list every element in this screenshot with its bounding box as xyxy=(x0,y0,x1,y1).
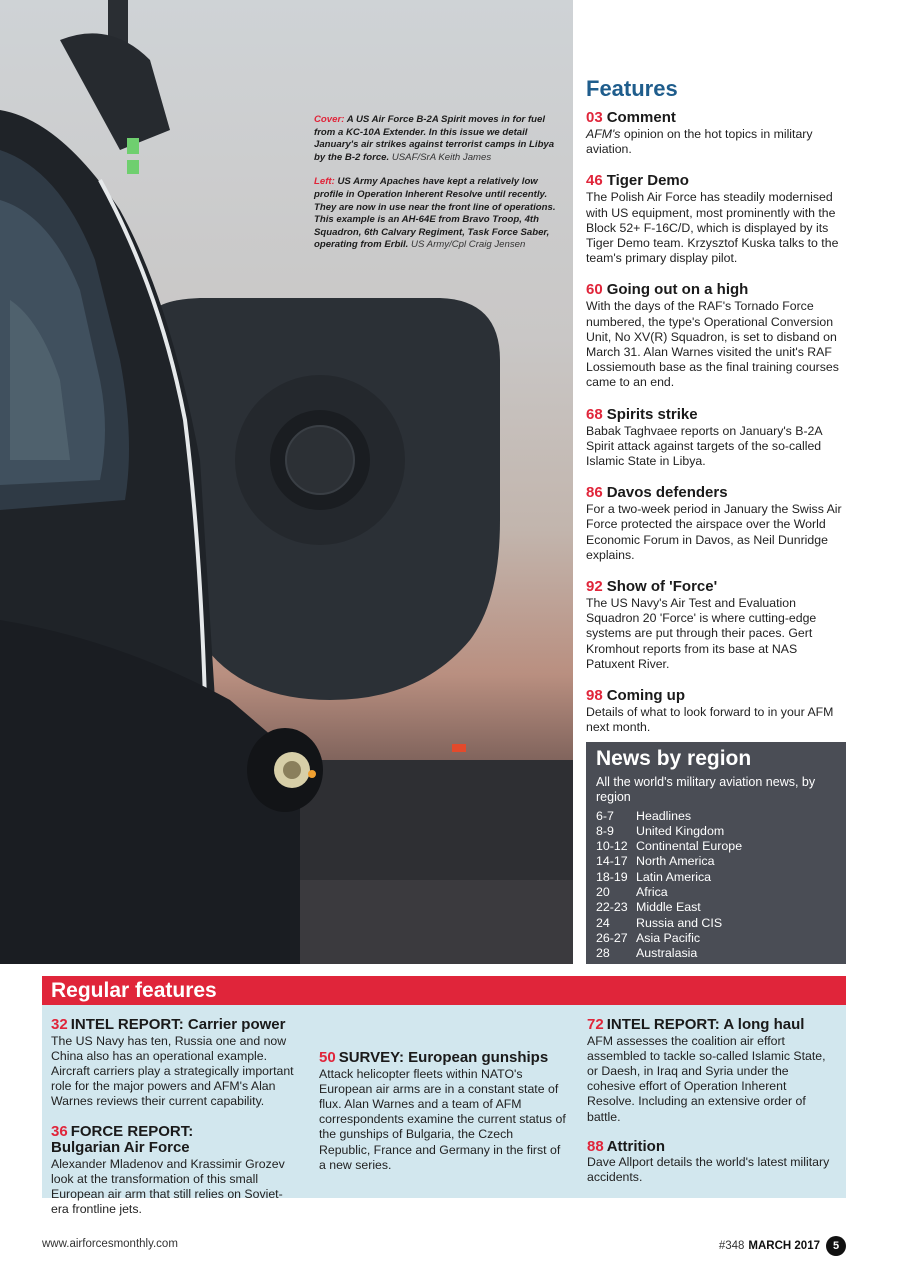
regular-item[interactable] xyxy=(587,1139,835,1186)
region-name: Latin America xyxy=(636,869,712,884)
issue-month: MARCH 2017 xyxy=(748,1240,820,1252)
feature-page-number: 68 xyxy=(586,405,603,423)
region-pages: 8-9 xyxy=(596,823,614,838)
news-subtitle: All the world's military aviation news, by region xyxy=(596,775,816,805)
regular-title: Attrition xyxy=(606,1137,666,1155)
photo-captions xyxy=(314,114,560,264)
region-name: Headlines xyxy=(636,808,692,823)
regular-item[interactable] xyxy=(51,1017,299,1110)
region-name: Russia and CIS xyxy=(636,915,723,930)
region-name: Middle East xyxy=(636,900,701,915)
regular-description: Dave Allport details the world's latest military accidents. xyxy=(587,1155,830,1185)
regular-features-heading: Regular features xyxy=(42,976,846,1005)
page-number-badge: 5 xyxy=(826,1236,846,1256)
region-pages: 24 xyxy=(596,915,610,930)
issue-number: #348 xyxy=(718,1240,745,1252)
feature-description: AFM's opinion on the hot topics in military aviation. xyxy=(586,127,813,157)
feature-item[interactable] xyxy=(586,172,848,266)
feature-title: Comment xyxy=(606,109,676,126)
regular-column-2 xyxy=(319,1050,567,1187)
cover-photo-apache xyxy=(0,0,573,964)
regular-item[interactable] xyxy=(587,1017,835,1125)
region-row[interactable] xyxy=(596,946,836,961)
feature-description: The US Navy's Air Test and Evaluation Squadron 20 'Force' is where cutting-edge systems are put through their paces. Gert Kromhout reports from its base at NAS Patuxent River. xyxy=(586,596,817,671)
cover-caption-credit: USAF/SrA Keith James xyxy=(391,151,492,163)
feature-item[interactable] xyxy=(586,484,848,563)
left-caption-credit: US Army/Cpl Craig Jensen xyxy=(411,239,526,251)
cover-caption xyxy=(314,114,560,164)
regular-title: INTEL REPORT: Carrier power xyxy=(70,1016,286,1033)
feature-item[interactable] xyxy=(586,687,848,735)
left-caption-text: US Army Apaches have kept a relatively low profile in Operation Inherent Resolve until recently. They are now in use near the front line of operations. This example is an AH-64E from Bravo Troop, 4th Squadron, 6th Calvary Regiment, Task Force Saber, operating from Erbil. xyxy=(314,176,556,251)
regular-description: Attack helicopter fleets within NATO's European air arms are in a constant state of flux. Alan Warnes and a team of AFM correspondents examine the current status of the gunships of Bulgaria, the Czech Republic, France and Germany in the first of a new series. xyxy=(319,1066,566,1172)
feature-description: With the days of the RAF's Tornado Force numbered, the type's Operational Conversion Unit, No XV(R) Squadron, is set to disband on March 31. Alan Warnes visited the unit's RAF Lossiemouth base as the final training courses came to an end. xyxy=(586,299,839,390)
region-row[interactable] xyxy=(596,839,836,854)
regular-item[interactable] xyxy=(51,1124,299,1218)
region-pages: 14-17 xyxy=(596,854,628,869)
regular-title: INTEL REPORT: A long haul xyxy=(606,1016,805,1033)
feature-item[interactable] xyxy=(586,109,848,157)
region-pages: 6-7 xyxy=(596,808,614,823)
feature-title: Show of 'Force' xyxy=(606,578,718,596)
news-by-region-box xyxy=(586,742,846,964)
footer-website-link[interactable]: www.airforcesmonthly.com xyxy=(42,1238,178,1250)
region-row[interactable] xyxy=(596,885,836,900)
regular-column-1 xyxy=(51,1017,299,1231)
region-name: North America xyxy=(636,854,715,869)
region-pages: 20 xyxy=(596,885,610,900)
regular-title: FORCE REPORT: Bulgarian Air Force xyxy=(51,1122,194,1157)
feature-page-number: 46 xyxy=(586,172,603,190)
feature-item[interactable] xyxy=(586,578,848,672)
features-heading: Features xyxy=(586,76,678,101)
region-row[interactable] xyxy=(596,854,836,869)
feature-page-number: 92 xyxy=(586,578,603,596)
regular-features-box xyxy=(42,976,846,1217)
feature-page-number: 03 xyxy=(586,109,603,126)
feature-title: Davos defenders xyxy=(606,484,728,502)
region-pages: 26-27 xyxy=(596,930,628,945)
feature-description: The Polish Air Force has steadily modernised with US equipment, most prominently with the Block 52+ F-16C/D, which is displayed by its Tiger Demo team. Krzysztof Kuska talks to the team's primary display pilot. xyxy=(586,190,839,266)
region-pages: 18-19 xyxy=(596,869,628,884)
feature-description: Babak Taghvaee reports on January's B-2A Spirit attack against targets of the so-called Islamic State in Libya. xyxy=(586,423,822,469)
region-pages: 28 xyxy=(596,946,610,961)
region-name: Africa xyxy=(636,885,668,900)
regular-title: SURVEY: European gunships xyxy=(338,1049,549,1066)
region-row[interactable] xyxy=(596,870,836,885)
regular-page-number: 50 xyxy=(319,1049,336,1066)
feature-item[interactable] xyxy=(586,406,848,470)
regular-description: AFM assesses the coalition air effort assembled to tackle so-called Islamic State, or Daesh, in Iraq and Syria under the cohesive effort of Operation Inherent Resolve. Including an extensive order of battle. xyxy=(587,1033,826,1124)
feature-title: Coming up xyxy=(606,687,686,705)
region-row[interactable] xyxy=(596,900,836,915)
region-pages: 22-23 xyxy=(596,900,628,915)
regular-column-3 xyxy=(587,1017,835,1200)
region-pages: 10-12 xyxy=(596,839,628,854)
cover-caption-lead: Cover: xyxy=(314,114,345,125)
feature-page-number: 86 xyxy=(586,484,603,502)
region-name: Asia Pacific xyxy=(636,930,701,945)
regular-page-number: 88 xyxy=(587,1137,604,1155)
news-heading: News by region xyxy=(596,747,752,770)
feature-page-number: 60 xyxy=(586,281,603,299)
regular-description: Alexander Mladenov and Krassimir Grozev look at the transformation of this small European air arm that still relies on Soviet-era frontline jets. xyxy=(51,1156,285,1217)
region-row[interactable] xyxy=(596,824,836,839)
region-row[interactable] xyxy=(596,809,836,824)
region-name: Australasia xyxy=(636,946,698,961)
region-name: Continental Europe xyxy=(636,839,743,854)
region-name: United Kingdom xyxy=(636,823,725,838)
feature-page-number: 98 xyxy=(586,687,603,705)
regular-page-number: 32 xyxy=(51,1016,68,1033)
regular-description: The US Navy has ten, Russia one and now China also has an operational example. Aircraft carriers play a strategically important role for the major powers and AFM's Alan Warnes reviews their current capability. xyxy=(51,1033,294,1109)
feature-description: Details of what to look forward to in your AFM next month. xyxy=(586,705,834,735)
cover-caption-text: A US Air Force B-2A Spirit moves in for fuel from a KC-10A Extender. In this issue we detail January's air strikes against terrorist camps in Libya by the B-2 force. xyxy=(314,114,555,163)
region-row[interactable] xyxy=(596,916,836,931)
footer-issue-info xyxy=(719,1236,846,1256)
feature-item[interactable] xyxy=(586,281,848,390)
left-caption xyxy=(314,176,560,252)
regular-page-number: 72 xyxy=(587,1016,604,1033)
left-caption-lead: Left: xyxy=(314,176,335,188)
regular-item[interactable] xyxy=(319,1050,567,1173)
feature-title: Going out on a high xyxy=(606,281,749,299)
feature-title: Spirits strike xyxy=(606,405,698,423)
feature-title: Tiger Demo xyxy=(606,172,689,190)
regular-page-number: 36 xyxy=(51,1122,68,1140)
feature-description: For a two-week period in January the Swiss Air Force protected the airspace over the World Economic Forum in Davos, as Neil Dunridge explains. xyxy=(586,502,842,562)
features-column xyxy=(586,76,848,750)
region-row[interactable] xyxy=(596,931,836,946)
